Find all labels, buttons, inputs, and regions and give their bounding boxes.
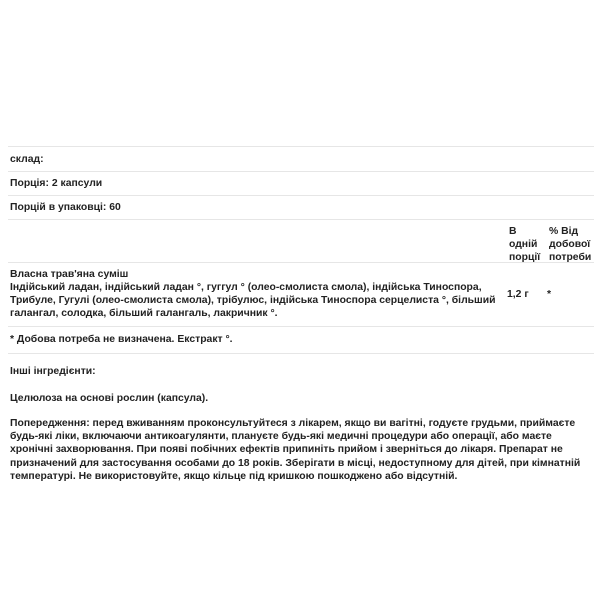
warning-text: Попередження: перед вживанням проконсультуйтеся з лікарем, якщо ви вагітні, годуєте грудьми, приймаєте будь-які ліки, включаючи антикоагулянти, плануєте будь-які медичні процедури або операції, або маєте хронічні захворювання. При появі побічних ефектів припиніть прийом і зверніться до лікаря. Препарат не призначений для застосування особами до 18 років. Зберігати в місці, недоступному для дітей, при кімнатній температурі. Не використовуйте, якщо кільце під кришкою пошкоджено або відсутній. [10, 418, 581, 482]
table-header [8, 219, 594, 262]
amount-per-serving-header: В одній порції [509, 226, 541, 263]
daily-value-header: % Від добової потреби [549, 226, 592, 263]
ingredient-name: Власна трав'яна суміш [10, 269, 129, 280]
table-row [8, 262, 594, 326]
footnote: * Добова потреба не визначена. Екстракт °. [8, 326, 594, 354]
serving-size: Порція: 2 капсули [8, 171, 594, 195]
ingredient-amount: 1,2 г [507, 288, 529, 300]
composition-title: склад: [8, 146, 594, 171]
other-ingredients-title: Інші інгредієнти: [10, 366, 96, 377]
supplement-facts-panel [8, 146, 594, 483]
ingredient-description: Індійський ладан, індійський ладан °, гуггул ° (олео-смолиста смола), індійська Тиноспора, Трибуле, Гугулі (олео-смолиста смола), трібулюс, індійська Тиноспора серцелиста °, більший галангал, солодка, більший галангаль, лакричник °. [10, 282, 496, 319]
ingredient-daily-value: * [547, 288, 552, 300]
other-ingredients-text: Целюлоза на основі рослин (капсула). [10, 393, 209, 404]
servings-per-container: Порцій в упаковці: 60 [8, 195, 594, 219]
